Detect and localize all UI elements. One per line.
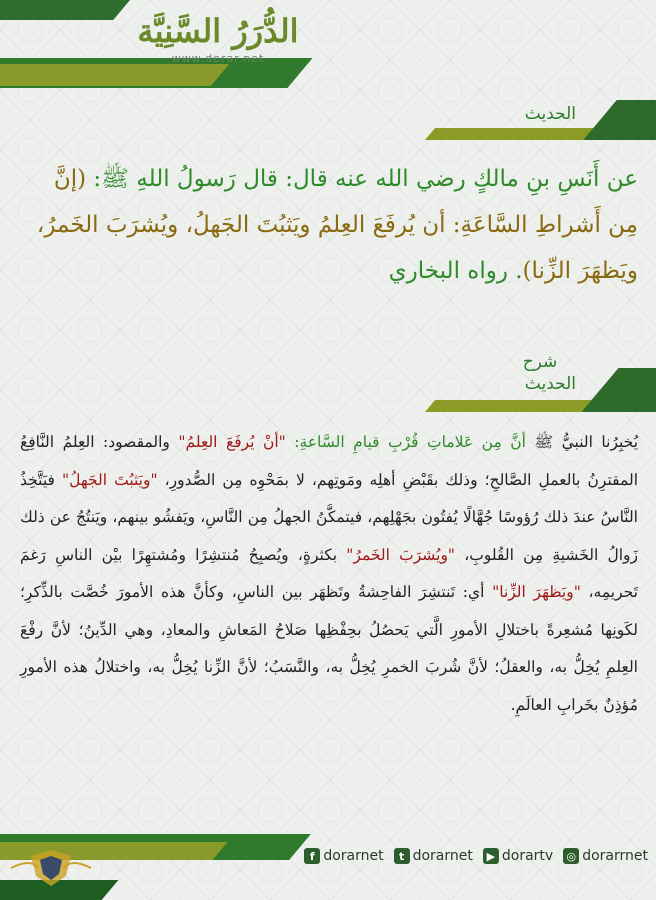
facebook-icon: f — [304, 848, 320, 864]
sharh-highlight: أنَّ مِن عَلاماتِ قُرْبِ قيامِ السَّاعةِ: — [285, 433, 526, 451]
watermark-emblem — [6, 846, 96, 896]
twitter-icon: t — [394, 848, 410, 864]
sharh-part: أي: تَنتشِرَ الفاحِشةُ وتَظهَر بين الناسِ، وكأنَّ هذه الأمورَ خُصَّت بالذِّكرِ؛ لكَونِها مُشعِرةً باختلالِ الأمورِ الَّتي يَحصُلُ بحِفْظِها صَلاحُ المَعاشِ والمعادِ، وهي الدِّينُ؛ لأنَّ رفْعَ العِلمِ يُخِلُّ به، والعقلُ؛ لأنَّ شُربَ الخمرِ يُخِلُّ به، والنَّسَبُ؛ لأنَّ الزِّنا يُخِلُّ به، واختلالُ هذه الأمورِ مُؤذِنٌ بخَرابِ العالَمِ. — [20, 583, 638, 714]
social-instagram[interactable] — [563, 848, 648, 864]
instagram-icon: ◎ — [563, 848, 579, 864]
hadith-source: . رواه البخاري — [388, 258, 523, 284]
sharh-part: بكثرةٍ، ويُصبِحُ مُنتشِرًا ومُشتهِرًا بيْن الناسِ رَغمَ تَحريمِه، — [20, 545, 638, 601]
social-twitter[interactable] — [394, 848, 473, 864]
sharh-quote: "ويَظهَرَ الزِّنا" — [492, 583, 581, 601]
sharh-part: فيَتَّخِذُ النَّاسُ عندَ ذلك رُؤوسًا جُهَّالًا يُفتُون بجَهْلِهم، فيتمكَّنُ الجهلُ مِن النَّاسِ، ويَفشُو بينهم، ويَنتُجُ عن ذلك زَوالُ الخَشيةِ مِن القُلوبِ، — [20, 470, 638, 564]
sharh-section-label-2: الحديث — [524, 374, 576, 394]
sharh-part: والمقصود: العِلمُ النَّافِعُ المقترِنُ بالعملِ الصَّالحِ؛ وذلك بقَبْضِ أهلِه ومَوتِهم، لا بمَحْوِه مِن الصُّدورِ، — [20, 433, 638, 489]
hadith-narration: عن أَنَسِ بنِ مالكٍ رضي الله عنه قال: قال رَسولُ اللهِ ﷺ: — [86, 166, 638, 192]
social-handle: dorarnet — [323, 848, 384, 864]
youtube-icon: ▶ — [483, 848, 499, 864]
social-facebook[interactable] — [304, 848, 383, 864]
social-handle: dorarnet — [412, 848, 473, 864]
header-band-olive — [0, 64, 229, 86]
sharh-part: يُخبِرُنا النبيُّ ﷺ — [525, 433, 639, 451]
sharh-quote: "ويَثبُتَ الجَهلُ" — [61, 470, 158, 489]
social-handle: dorartv — [501, 848, 554, 864]
hadith-section-label: الحديث — [524, 104, 576, 124]
social-links — [304, 848, 648, 864]
social-youtube[interactable] — [483, 848, 553, 864]
header-band-dark — [0, 0, 130, 20]
sharh-quote: "أنْ يُرفَعَ العِلمُ" — [178, 433, 286, 451]
logo-title: الدُّرَرُ السَّنِيَّة — [137, 12, 299, 50]
sharh-quote: "ويُشرَبَ الخَمرُ" — [346, 545, 456, 564]
logo-url: www.dorar.net — [171, 52, 265, 65]
sharh-section-label-1: شرح — [522, 352, 558, 372]
hadith-quote: (إنَّ مِن أَشراطِ السَّاعَةِ: أن يُرفَعَ العِلمُ ويَثبُتَ الجَهلُ، ويُشرَبَ الخَمرُ، ويَظهَرَ الزِّنا) — [36, 166, 638, 284]
hadith-text — [20, 156, 638, 294]
social-handle: dorarrnet — [582, 848, 648, 864]
sharh-text — [20, 424, 638, 724]
